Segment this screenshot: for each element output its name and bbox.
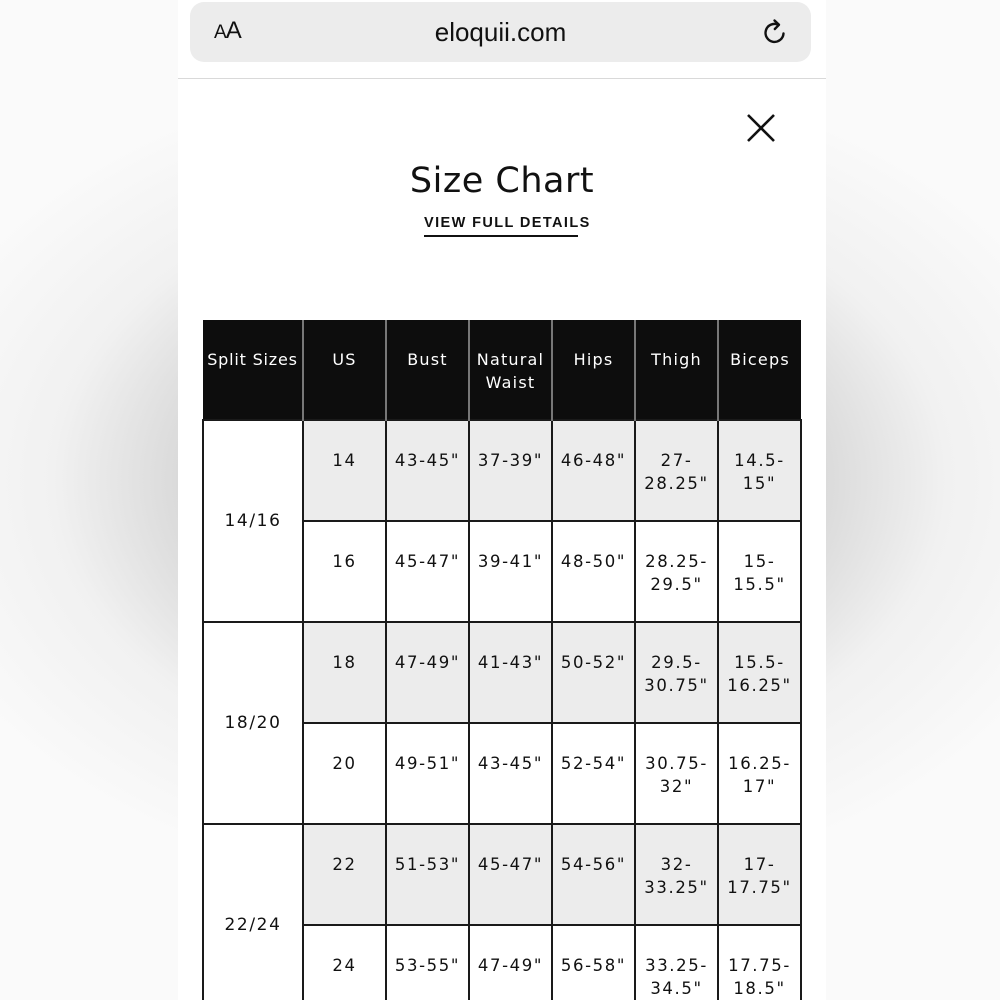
- biceps-cell: 17.75-​18.5": [718, 925, 801, 1000]
- biceps-cell: 16.25-​17": [718, 723, 801, 824]
- view-full-details-link[interactable]: VIEW FULL DETAILS: [424, 215, 578, 237]
- address-bar[interactable]: [190, 2, 811, 62]
- bust-cell: 49-51": [386, 723, 469, 824]
- table-row: [203, 622, 801, 723]
- column-header: Biceps: [718, 320, 801, 420]
- thigh-cell: 29.5-​30.75": [635, 622, 718, 723]
- us-cell: 16: [303, 521, 386, 622]
- split-size-cell: 18/20: [203, 622, 303, 824]
- thigh-cell: 32-​33.25": [635, 824, 718, 925]
- size-chart-table: [202, 320, 802, 1000]
- column-header: Natural Waist: [469, 320, 552, 420]
- table-row: [203, 420, 801, 521]
- waist-cell: 45-47": [469, 824, 552, 925]
- close-button[interactable]: [744, 111, 778, 145]
- hips-cell: 54-56": [552, 824, 635, 925]
- thigh-cell: 33.25-​34.5": [635, 925, 718, 1000]
- waist-cell: 37-39": [469, 420, 552, 521]
- size-chart-modal: [178, 79, 826, 1000]
- hips-cell: 50-52": [552, 622, 635, 723]
- column-header: Split Sizes: [203, 320, 303, 420]
- waist-cell: 39-41": [469, 521, 552, 622]
- column-header: Hips: [552, 320, 635, 420]
- url-text[interactable]: eloquii.com: [434, 17, 567, 47]
- us-cell: 14: [303, 420, 386, 521]
- waist-cell: 47-49": [469, 925, 552, 1000]
- us-cell: 18: [303, 622, 386, 723]
- reader-settings-button[interactable]: AA: [214, 17, 241, 44]
- reload-icon: [759, 16, 791, 48]
- bust-cell: 45-47": [386, 521, 469, 622]
- us-cell: 24: [303, 925, 386, 1000]
- hips-cell: 48-50": [552, 521, 635, 622]
- reload-button[interactable]: [759, 16, 791, 48]
- close-icon: [744, 111, 778, 145]
- bust-cell: 51-53": [386, 824, 469, 925]
- thigh-cell: 28.25-​29.5": [635, 521, 718, 622]
- biceps-cell: 15-​15.5": [718, 521, 801, 622]
- split-size-cell: 22/24: [203, 824, 303, 1000]
- thigh-cell: 30.75-​32": [635, 723, 718, 824]
- hips-cell: 56-58": [552, 925, 635, 1000]
- biceps-cell: 14.5-​15": [718, 420, 801, 521]
- hips-cell: 46-48": [552, 420, 635, 521]
- split-size-cell: 14/16: [203, 420, 303, 622]
- column-header: Thigh: [635, 320, 718, 420]
- column-header: Bust: [386, 320, 469, 420]
- waist-cell: 41-43": [469, 622, 552, 723]
- waist-cell: 43-45": [469, 723, 552, 824]
- thigh-cell: 27-​28.25": [635, 420, 718, 521]
- biceps-cell: 15.5-​16.25": [718, 622, 801, 723]
- bust-cell: 43-45": [386, 420, 469, 521]
- table-header-row: [203, 320, 801, 420]
- bust-cell: 53-55": [386, 925, 469, 1000]
- biceps-cell: 17-​17.75": [718, 824, 801, 925]
- modal-title: Size Chart: [409, 161, 595, 201]
- table-row: [203, 824, 801, 925]
- us-cell: 22: [303, 824, 386, 925]
- us-cell: 20: [303, 723, 386, 824]
- bust-cell: 47-49": [386, 622, 469, 723]
- column-header: US: [303, 320, 386, 420]
- hips-cell: 52-54": [552, 723, 635, 824]
